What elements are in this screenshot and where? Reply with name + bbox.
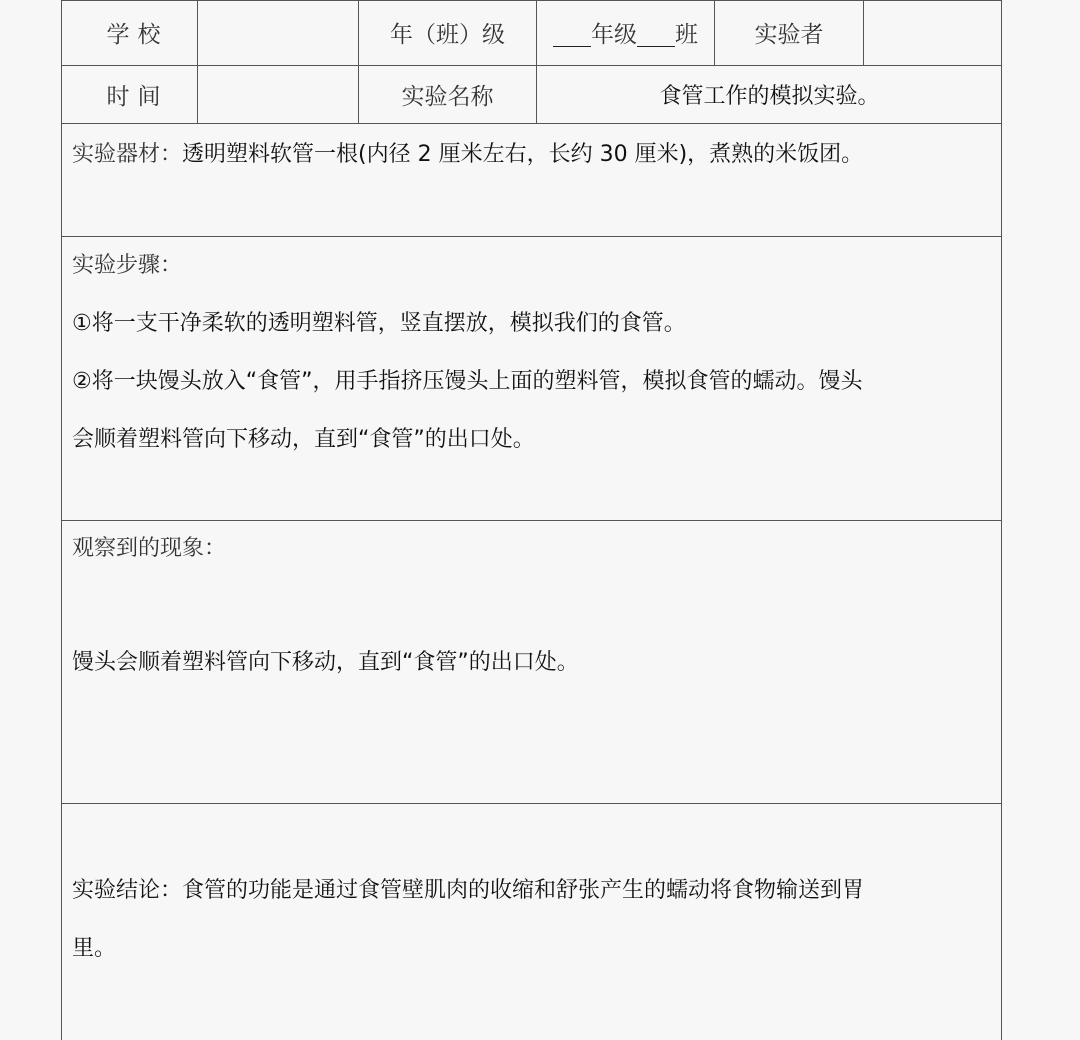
grade-class-value[interactable] (537, 0, 714, 65)
school-label: 学校 (106, 22, 169, 48)
time-label: 时间 (106, 84, 169, 110)
experimenter-value-cell[interactable] (864, 0, 1002, 65)
steps-label: 实验步骤： (72, 253, 183, 278)
experiment-name-label: 实验名称 (401, 84, 494, 110)
experiment-name-value: 食管工作的模拟实验。 (659, 84, 880, 109)
time-value-cell[interactable] (198, 66, 358, 123)
class-suffix: 班 (675, 22, 698, 48)
step-line: ②将一块馒头放入“食管”，用手指挤压馒头上面的塑料管，模拟食管的蠕动。馒头 (72, 369, 863, 394)
conclusion-section (72, 862, 991, 978)
step-line: ①将一支干净柔软的透明塑料管，竖直摆放，模拟我们的食管。 (72, 311, 686, 336)
school-value-cell[interactable] (198, 0, 358, 65)
step-line: 会顺着塑料管向下移动，直到“食管”的出口处。 (72, 427, 535, 452)
materials-label: 实验器材： (72, 142, 183, 167)
conclusion-line: 实验结论：食管的功能是通过食管壁肌肉的收缩和舒张产生的蠕动将食物输送到胃 (72, 878, 865, 903)
conclusion-line: 里。 (72, 936, 117, 961)
experiment-report-table (61, 0, 1002, 1040)
observation-text: 馒头会顺着塑料管向下移动，直到“食管”的出口处。 (72, 650, 579, 675)
grade-class-label: 年（班）级 (390, 22, 505, 48)
row-divider (62, 803, 1001, 804)
grade-suffix: 年级 (591, 22, 637, 48)
grade-blank[interactable] (553, 23, 591, 47)
observation-label: 观察到的现象： (72, 536, 227, 561)
observation-section (72, 520, 991, 692)
steps-section (72, 237, 991, 469)
materials-section (72, 124, 991, 186)
class-blank[interactable] (637, 23, 675, 47)
experimenter-label: 实验者 (754, 22, 824, 48)
materials-text: 透明塑料软管一根(内径 2 厘米左右，长约 30 厘米)，煮熟的米饭团。 (182, 142, 864, 167)
